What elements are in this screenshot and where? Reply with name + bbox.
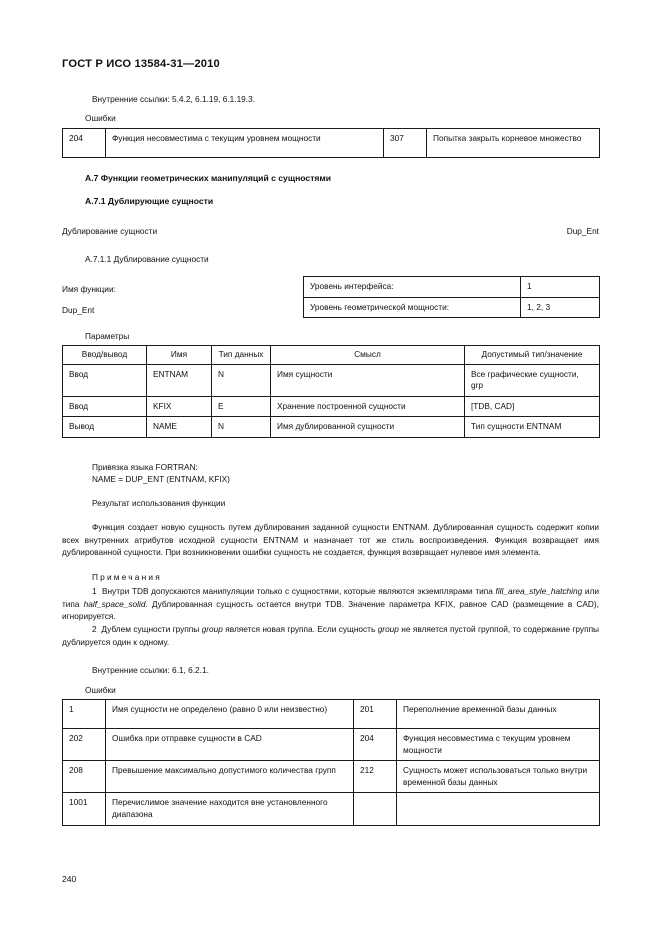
error-text: Функция несовместима с текущим уровнем мощности <box>106 129 384 158</box>
param-name: KFIX <box>147 396 212 417</box>
error-text <box>397 793 600 825</box>
description-paragraph: Функция создает новую сущность путем дублирования заданной сущности ENTNAM. Дублированная сущность содержит копии всех внутренних атрибутов исходной сущности ENTNAM и назначает тот же стиль воспроизведения. Функция возвращает имя дублированной сущности. При возникновении ошибки сущность не создается, функция возвращает нулевое имя элемента. <box>62 522 599 558</box>
note-text: Дублем сущности группы group является новая группа. Если сущность group не является пустой группой, то содержание группы дублируется один к одному. <box>62 624 600 647</box>
column-header-name: Имя <box>147 346 212 365</box>
notes-title: Примечания <box>92 572 162 582</box>
errors-caption-bottom: Ошибки <box>85 685 116 695</box>
table-row <box>63 364 600 396</box>
table-row <box>63 396 600 417</box>
heading-a711: А.7.1.1 Дублирование сущности <box>85 254 209 264</box>
function-result-title: Результат использования функции <box>92 498 226 508</box>
table-header-row <box>63 346 600 365</box>
column-header-io: Ввод/вывод <box>63 346 147 365</box>
column-header-type: Тип данных <box>212 346 271 365</box>
note-number: 1 <box>92 586 97 596</box>
param-allowed: [TDB, CAD] <box>465 396 600 417</box>
param-type: N <box>212 364 271 396</box>
param-io: Ввод <box>63 364 147 396</box>
error-text: Ошибка при отправке сущности в CAD <box>106 729 354 761</box>
error-code: 204 <box>63 129 106 158</box>
heading-a7: А.7 Функции геометрических манипуляций с сущностями <box>85 173 332 183</box>
function-title-left: Дублирование сущности <box>62 226 158 236</box>
error-code: 202 <box>63 729 106 761</box>
errors-caption-top: Ошибки <box>85 113 116 123</box>
function-name-label: Имя функции: <box>62 284 116 294</box>
error-code: 201 <box>354 700 397 729</box>
internal-links-bottom: Внутренние ссылки: 6.1, 6.2.1. <box>92 665 209 675</box>
param-meaning: Хранение построенной сущности <box>271 396 465 417</box>
fortran-signature: NAME = DUP_ENT (ENTNAM, KFIX) <box>92 474 230 484</box>
error-text: Функция несовместима с текущим уровнем мощности <box>397 729 600 761</box>
errors-table-top <box>62 128 600 158</box>
error-code <box>354 793 397 825</box>
note-number: 2 <box>92 624 97 634</box>
table-row <box>63 417 600 438</box>
internal-links-top: Внутренние ссылки: 5.4.2, 6.1.19, 6.1.19.3. <box>92 94 256 104</box>
error-text: Переполнение временной базы данных <box>397 700 600 729</box>
param-io: Вывод <box>63 417 147 438</box>
param-meaning: Имя дублированной сущности <box>271 417 465 438</box>
level-value: 1, 2, 3 <box>521 297 600 318</box>
note-item-1 <box>62 585 599 623</box>
function-name-value: Dup_Ent <box>62 305 95 315</box>
level-label: Уровень интерфейса: <box>304 277 521 298</box>
table-row <box>63 761 600 793</box>
level-value: 1 <box>521 277 600 298</box>
param-allowed: Тип сущности ENTNAM <box>465 417 600 438</box>
error-code: 1 <box>63 700 106 729</box>
page-number: 240 <box>62 874 77 884</box>
fortran-binding-title: Привязка языка FORTRAN: <box>92 462 198 472</box>
error-code: 307 <box>384 129 427 158</box>
error-text: Перечислимое значение находится вне установленного диапазона <box>106 793 354 825</box>
error-text: Попытка закрыть корневое множество <box>427 129 600 158</box>
errors-table-bottom <box>62 699 600 826</box>
heading-a71: А.7.1 Дублирующие сущности <box>85 196 214 206</box>
column-header-allowed: Допустимый тип/значение <box>465 346 600 365</box>
level-table <box>303 276 600 318</box>
param-type: N <box>212 417 271 438</box>
error-text: Превышение максимально допустимого количества групп <box>106 761 354 793</box>
error-code: 208 <box>63 761 106 793</box>
param-meaning: Имя сущности <box>271 364 465 396</box>
table-row <box>63 700 600 729</box>
table-row <box>63 793 600 825</box>
note-item-2 <box>62 623 599 648</box>
error-text: Сущность может использоваться только внутри временной базы данных <box>397 761 600 793</box>
parameters-table <box>62 345 600 438</box>
parameters-caption: Параметры <box>85 331 130 341</box>
column-header-meaning: Смысл <box>271 346 465 365</box>
error-code: 204 <box>354 729 397 761</box>
function-title-right: Dup_Ent <box>566 226 599 236</box>
error-code: 1001 <box>63 793 106 825</box>
table-row <box>304 297 600 318</box>
param-type: E <box>212 396 271 417</box>
note-text: Внутри TDB допускаются манипуляции только с сущностями, которые являются экземплярами типа fill_area_style_hatching или типа half_space_solid. Дублированная сущность остается внутри TDB. Значение параметра KFIX, равное CAD (размещение в CAD), игнорируется. <box>62 586 599 622</box>
error-code: 212 <box>354 761 397 793</box>
param-name: ENTNAM <box>147 364 212 396</box>
running-head: ГОСТ Р ИСО 13584-31—2010 <box>62 58 220 70</box>
error-text: Имя сущности не определено (равно 0 или неизвестно) <box>106 700 354 729</box>
table-row <box>304 277 600 298</box>
param-allowed: Все графические сущности, grp <box>465 364 600 396</box>
param-name: NAME <box>147 417 212 438</box>
level-label: Уровень геометрической мощности: <box>304 297 521 318</box>
table-row <box>63 129 600 158</box>
param-io: Ввод <box>63 396 147 417</box>
table-row <box>63 729 600 761</box>
